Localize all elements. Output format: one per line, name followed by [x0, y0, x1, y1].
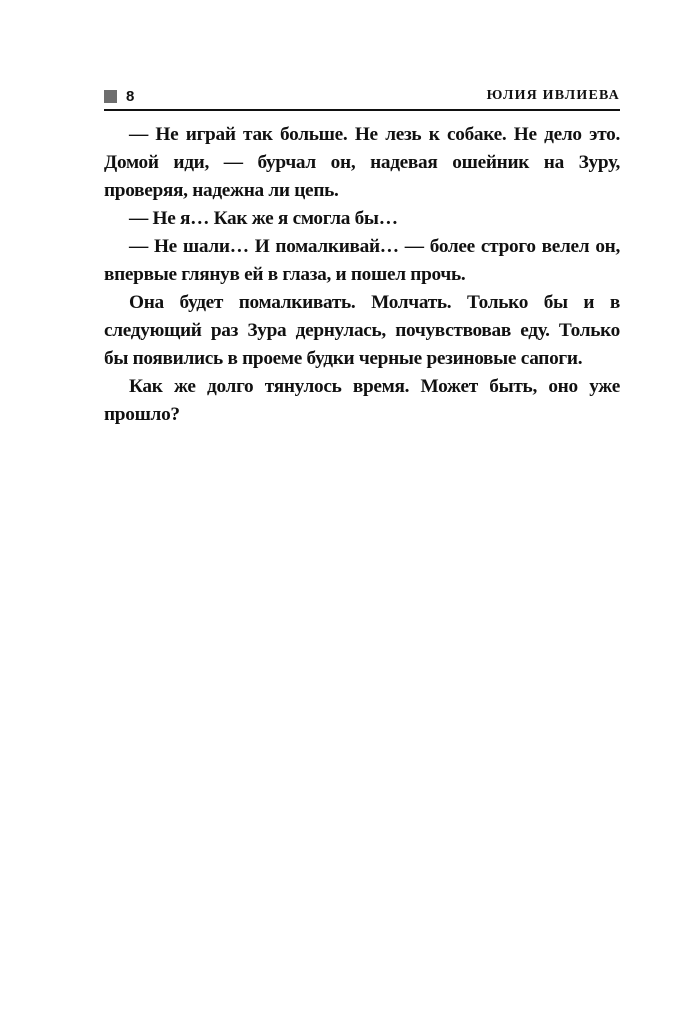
running-header	[104, 86, 620, 111]
page-number: 8	[126, 87, 135, 105]
author-name: ЮЛИЯ ИВЛИЕВА	[486, 88, 620, 103]
paragraph: Как же долго тянулось время. Может быть, оно уже прошло?	[104, 376, 620, 425]
header-left	[104, 88, 135, 105]
book-page	[104, 86, 620, 429]
square-marker-icon	[104, 90, 117, 103]
paragraph: — Не шали… И помалкивай… — более строго велел он, впервые глянув ей в глаза, и пошел прочь.	[104, 236, 620, 285]
paragraph: Она будет помалкивать. Молчать. Только бы и в следующий раз Зура дернулась, почувствовав еду. Только бы появились в проеме будки черные резиновые сапоги.	[104, 292, 620, 369]
body-text	[104, 121, 620, 429]
paragraph: — Не играй так больше. Не лезь к собаке. Не дело это. Домой иди, — бурчал он, надевая ошейник на Зуру, проверяя, надежна ли цепь.	[104, 124, 620, 201]
paragraph: — Не я… Как же я смогла бы…	[129, 208, 398, 229]
